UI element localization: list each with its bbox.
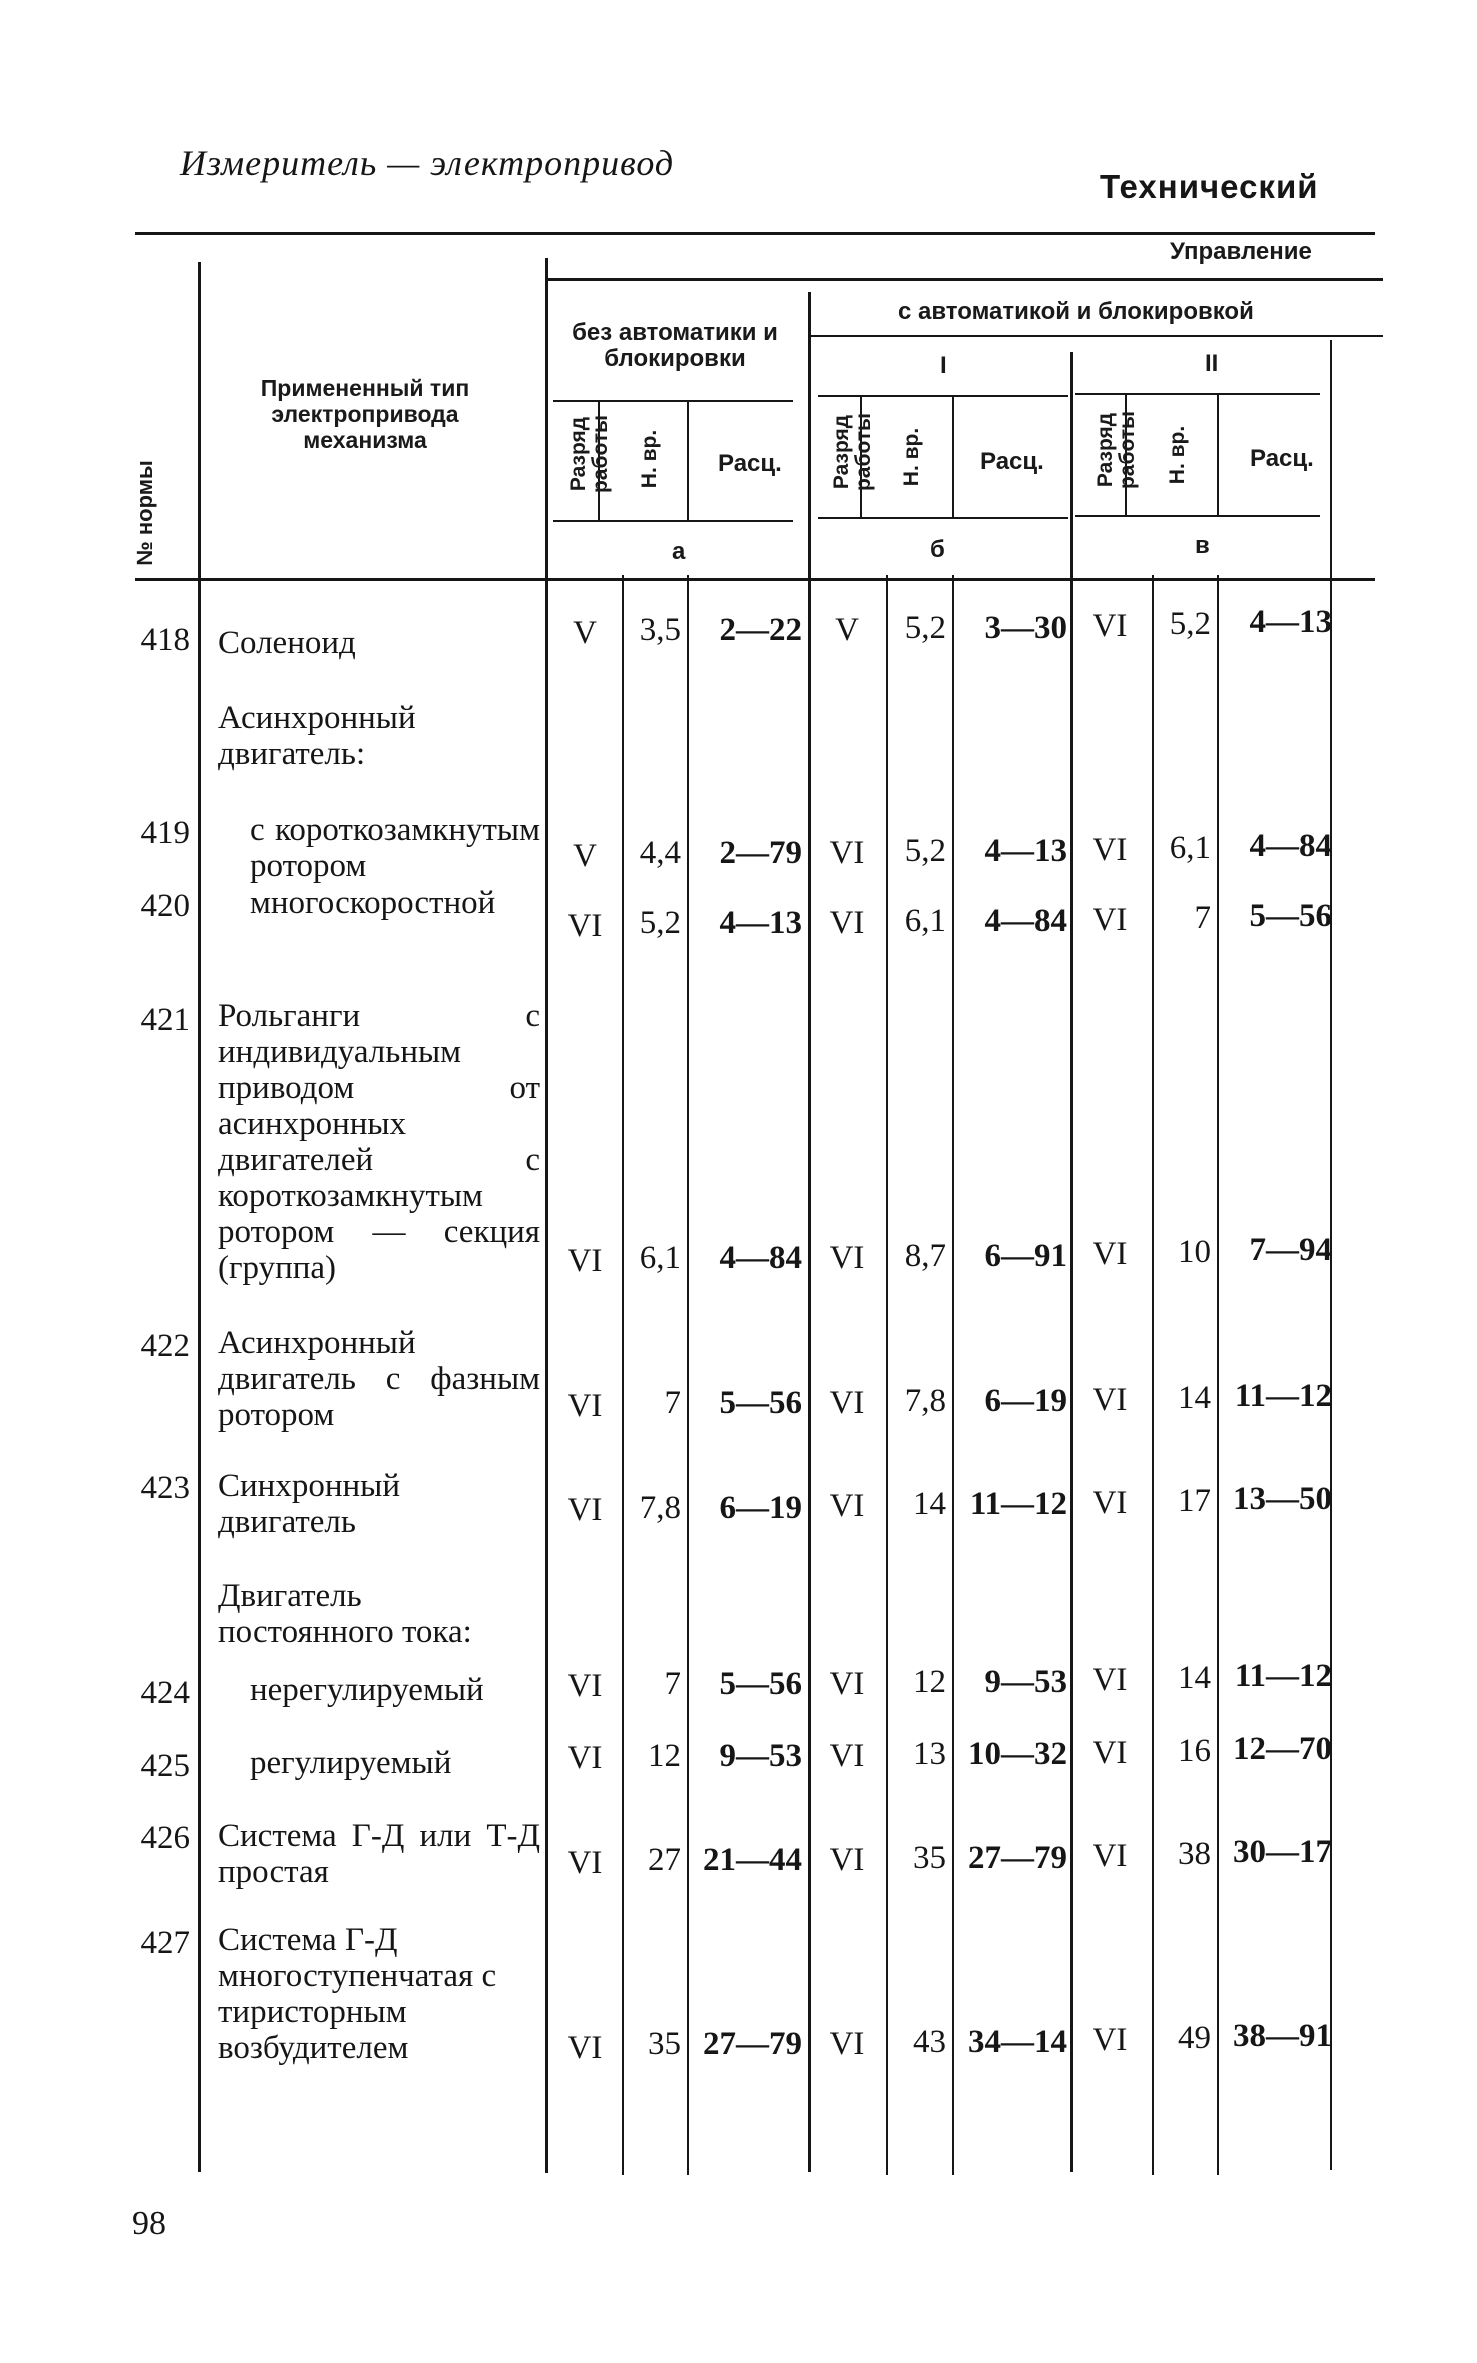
header-group-i: I xyxy=(940,352,947,379)
header-rate-b: Расц. xyxy=(980,448,1044,475)
header-norm-c: Н. вр. xyxy=(1166,425,1189,485)
rate-a: 2—22 xyxy=(719,612,802,648)
rate-c: 4—84 xyxy=(1249,828,1332,864)
rate-c: 12—70 xyxy=(1233,1731,1332,1767)
header-col-type: Примененный тип электропривода механизма xyxy=(260,375,470,453)
rate-c: 13—50 xyxy=(1233,1481,1332,1517)
norm-c: 14 xyxy=(1178,1660,1211,1696)
rate-c: 11—12 xyxy=(1234,1378,1332,1414)
rank-c: VI xyxy=(1092,1735,1128,1771)
norm-a: 12 xyxy=(648,1738,681,1774)
rate-a: 4—84 xyxy=(719,1240,802,1276)
row-number: 427 xyxy=(140,1925,190,1961)
header-control-group: Управление xyxy=(1170,238,1312,265)
hdr-rule-c2 xyxy=(1217,395,1219,515)
auto-group-rule xyxy=(810,335,1383,337)
norm-c: 14 xyxy=(1178,1380,1211,1416)
rate-c: 5—56 xyxy=(1249,898,1332,934)
rank-b: VI xyxy=(829,835,865,871)
norm-c: 38 xyxy=(1178,1836,1211,1872)
header-norm-b: Н. вр. xyxy=(900,427,923,487)
rate-c: 4—13 xyxy=(1249,604,1332,640)
rank-c: VI xyxy=(1092,1236,1128,1272)
norm-b: 7,8 xyxy=(904,1383,946,1419)
header-letter-b: б xyxy=(930,536,945,563)
rank-b: VI xyxy=(829,2026,865,2062)
rate-a: 27—79 xyxy=(703,2026,802,2062)
control-group-rule xyxy=(548,278,1383,281)
header-letter-a: а xyxy=(672,538,686,565)
rank-b: VI xyxy=(829,1488,865,1524)
row-number: 422 xyxy=(140,1328,190,1364)
norm-c: 49 xyxy=(1178,2020,1211,2056)
rank-c: VI xyxy=(1092,1662,1128,1698)
norm-a: 6,1 xyxy=(639,1240,681,1276)
running-header-right: Технический xyxy=(1100,168,1319,205)
norm-c: 17 xyxy=(1178,1483,1211,1519)
rate-b: 6—19 xyxy=(984,1383,1067,1419)
rank-b: VI xyxy=(829,1240,865,1276)
row-number: 425 xyxy=(140,1748,190,1784)
header-letter-c: в xyxy=(1195,532,1210,559)
rank-c: VI xyxy=(1092,1485,1128,1521)
norm-b: 5,2 xyxy=(904,610,946,646)
row-name: нерегулируемый xyxy=(250,1672,484,1708)
rate-c: 11—12 xyxy=(1234,1658,1332,1694)
header-col-number: № нормы xyxy=(132,460,157,566)
rate-a: 21—44 xyxy=(703,1842,802,1878)
rank-a: V xyxy=(573,838,597,874)
row-number: 420 xyxy=(140,888,190,924)
row-name: Асинхронный двигатель с фазным ротором xyxy=(218,1325,540,1433)
vrule-a-rate xyxy=(687,575,689,2175)
vrule-c-norm xyxy=(1152,575,1154,2175)
norm-b: 6,1 xyxy=(904,903,946,939)
rate-a: 2—79 xyxy=(719,835,802,871)
rank-a: VI xyxy=(567,1492,603,1528)
header-rank-b: Разряд работы xyxy=(830,413,875,492)
running-header-left: Измеритель — электропривод xyxy=(180,143,675,183)
header-rate-c: Расц. xyxy=(1250,445,1314,472)
rank-b: VI xyxy=(829,905,865,941)
vrule-c-rate xyxy=(1217,575,1219,2175)
row-name: Асинхронный двигатель: xyxy=(218,700,416,772)
hdr-rule-a2 xyxy=(687,402,689,520)
rate-b: 10—32 xyxy=(968,1736,1067,1772)
rank-a: VI xyxy=(567,1845,603,1881)
norm-c: 5,2 xyxy=(1169,606,1211,642)
rate-c: 30—17 xyxy=(1233,1834,1332,1870)
norm-a: 3,5 xyxy=(639,612,681,648)
rank-a: VI xyxy=(567,1243,603,1279)
row-name: Система Г-Д многоступенчатая с тиристорным возбудителем xyxy=(218,1922,497,2066)
hdr-rule-b2 xyxy=(952,397,954,517)
letter-rule-c xyxy=(1075,515,1320,517)
norm-a: 7,8 xyxy=(639,1490,681,1526)
vrule-type xyxy=(545,258,548,2173)
norm-b: 35 xyxy=(913,1840,946,1876)
row-number: 424 xyxy=(140,1675,190,1711)
norm-b: 5,2 xyxy=(904,833,946,869)
row-name: Синхронный двигатель xyxy=(218,1468,400,1540)
norm-a: 35 xyxy=(648,2026,681,2062)
row-name: Рольганги с индивидуальным приводом от асинхронных двигателей с короткозамкнутым ротором — секция (группа) xyxy=(218,998,540,1286)
rank-b: VI xyxy=(829,1385,865,1421)
header-group-a: без автоматики и блокировки xyxy=(572,319,778,372)
rate-b: 6—91 xyxy=(984,1238,1067,1274)
rate-b: 4—13 xyxy=(984,833,1067,869)
norm-b: 14 xyxy=(913,1486,946,1522)
rank-a: VI xyxy=(567,1388,603,1424)
row-number: 423 xyxy=(140,1470,190,1506)
norm-c: 6,1 xyxy=(1169,830,1211,866)
norm-c: 7 xyxy=(1194,900,1211,936)
table-top-rule xyxy=(135,232,1375,235)
row-name: регулируемый xyxy=(250,1745,452,1781)
rank-a: VI xyxy=(567,1740,603,1776)
rate-a: 5—56 xyxy=(719,1385,802,1421)
rank-a: V xyxy=(573,615,597,651)
row-number: 419 xyxy=(140,815,190,851)
rank-b: VI xyxy=(829,1738,865,1774)
norm-b: 43 xyxy=(913,2024,946,2060)
rate-b: 34—14 xyxy=(968,2024,1067,2060)
vrule-c xyxy=(1070,352,1073,2172)
norm-b: 8,7 xyxy=(904,1238,946,1274)
norm-a: 5,2 xyxy=(639,905,681,941)
letter-rule-b xyxy=(818,517,1068,519)
header-rank-a: Разряд работы xyxy=(567,415,612,494)
vrule-number xyxy=(198,262,201,2172)
rank-a: VI xyxy=(567,908,603,944)
row-number: 426 xyxy=(140,1820,190,1856)
rank-a: VI xyxy=(567,1668,603,1704)
vrule-b xyxy=(808,292,811,2172)
norm-c: 16 xyxy=(1178,1733,1211,1769)
rank-c: VI xyxy=(1092,832,1128,868)
rate-a: 9—53 xyxy=(719,1738,802,1774)
norm-a: 7 xyxy=(664,1666,681,1702)
rank-b: VI xyxy=(829,1666,865,1702)
rate-b: 3—30 xyxy=(984,610,1067,646)
rate-b: 11—12 xyxy=(969,1486,1067,1522)
rate-a: 4—13 xyxy=(719,905,802,941)
row-number: 421 xyxy=(140,1002,190,1038)
rate-b: 27—79 xyxy=(968,1840,1067,1876)
norm-a: 7 xyxy=(664,1385,681,1421)
rank-b: V xyxy=(835,612,859,648)
norm-a: 4,4 xyxy=(639,835,681,871)
rate-c: 7—94 xyxy=(1249,1232,1332,1268)
letter-rule-a xyxy=(553,520,793,522)
norm-b: 12 xyxy=(913,1664,946,1700)
row-number: 418 xyxy=(140,622,190,658)
rate-c: 38—91 xyxy=(1233,2018,1332,2054)
header-rate-a: Расц. xyxy=(718,450,782,477)
vrule-b-rate xyxy=(952,575,954,2175)
row-name: Соленоид xyxy=(218,625,356,661)
norm-a: 27 xyxy=(648,1842,681,1878)
header-norm-a: Н. вр. xyxy=(638,429,661,489)
row-name: Двигатель постоянного тока: xyxy=(218,1578,472,1650)
rank-a: VI xyxy=(567,2030,603,2066)
rank-c: VI xyxy=(1092,2022,1128,2058)
header-rank-c: Разряд работы xyxy=(1094,411,1139,490)
vrule-a-norm xyxy=(622,575,624,2175)
rank-c: VI xyxy=(1092,1382,1128,1418)
rank-b: VI xyxy=(829,1842,865,1878)
rank-c: VI xyxy=(1092,608,1128,644)
rate-a: 5—56 xyxy=(719,1666,802,1702)
row-name: с короткозамкнутым ротором xyxy=(250,812,540,884)
rate-a: 6—19 xyxy=(719,1490,802,1526)
rank-c: VI xyxy=(1092,1838,1128,1874)
vrule-b-norm xyxy=(886,575,888,2175)
row-name: многоскоростной xyxy=(250,885,496,921)
header-group-auto: с автоматикой и блокировкой xyxy=(898,298,1254,325)
row-name: Система Г-Д или Т-Д простая xyxy=(218,1818,540,1890)
page-number: 98 xyxy=(132,2205,166,2242)
rate-b: 9—53 xyxy=(984,1664,1067,1700)
rate-b: 4—84 xyxy=(984,903,1067,939)
norm-b: 13 xyxy=(913,1736,946,1772)
header-bottom-rule xyxy=(135,578,1375,581)
rank-c: VI xyxy=(1092,902,1128,938)
header-group-ii: II xyxy=(1205,350,1219,377)
norm-c: 10 xyxy=(1178,1234,1211,1270)
